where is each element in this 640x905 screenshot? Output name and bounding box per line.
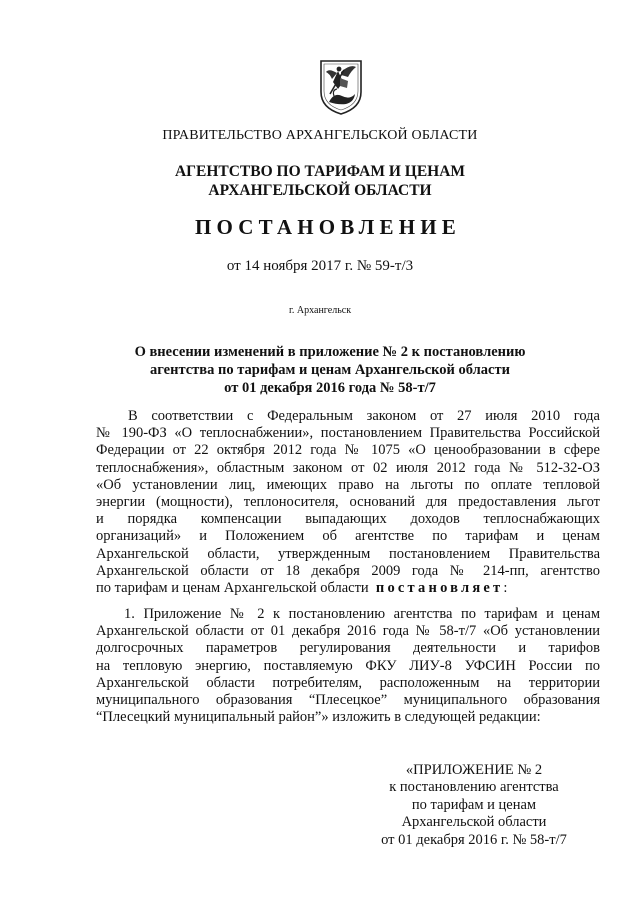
document-date-number: от 14 ноября 2017 г. № 59-т/3 <box>226 258 414 274</box>
text-line: В соответствии с Федеральным законом от 27 июля 2010 года <box>128 408 600 424</box>
agency-name <box>0 162 640 200</box>
text-line: “Плесецкий муниципальный район”» изложить в следующей редакции: <box>96 709 541 726</box>
text-line: и порядка компенсации выпадающих доходов теплоснабжающих <box>96 511 600 528</box>
text-line: Архангельской области потребителям, расположенным на территории <box>96 674 600 691</box>
document-type: ПОСТАНОВЛЕНИЕ <box>194 215 462 239</box>
text-line: № 190-ФЗ «О теплоснабжении», постановлением Правительства Российской <box>96 425 600 442</box>
text-line: 1. Приложение № 2 к постановлению агентства по тарифам и ценам <box>124 606 600 622</box>
appendix-line: от 01 декабря 2016 г. № 58-т/7 <box>381 831 567 848</box>
text-line: Архангельской области от 01 декабря 2016 года № 58-т/7 «Об установлении <box>96 623 600 640</box>
text-line: «Об установлении лиц, имеющих право на льготы по оплате тепловой <box>96 476 600 493</box>
coat-of-arms-icon <box>318 58 364 116</box>
resolves-keyword: постановляет <box>375 580 504 597</box>
subject-line: от 01 декабря 2016 года № 58-т/7 <box>224 380 436 396</box>
text-fragment: по тарифам и ценам Архангельской области <box>96 580 369 597</box>
text-line: долгосрочных параметров регулирования деятельности и тарифов <box>96 640 600 657</box>
clause-1-paragraph <box>96 606 600 726</box>
appendix-line: к постановлению агентства <box>389 779 559 796</box>
appendix-line: Архангельской области <box>401 814 547 831</box>
document-subject <box>0 343 640 397</box>
text-line: Архангельской области, утвержденным постановлением Правительства <box>96 545 600 562</box>
text-line: на тепловую энергию, поставляемую ФКУ ЛИУ-8 УФСИН России по <box>96 657 600 674</box>
colon: : <box>503 580 508 597</box>
text-line <box>96 580 600 597</box>
text-line: энергии (мощности), теплоносителя, оснований для предоставления льгот <box>96 494 600 511</box>
text-line: Федерации от 22 октября 2012 года № 1075 «О ценообразовании в сфере <box>96 442 600 459</box>
subject-line: О внесении изменений в приложение № 2 к постановлению <box>134 344 526 360</box>
government-name: ПРАВИТЕЛЬСТВО АРХАНГЕЛЬСКОЙ ОБЛАСТИ <box>162 128 478 143</box>
text-line: теплоснабжения», областным законом от 02 июля 2012 года № 512-32-ОЗ <box>96 459 600 476</box>
subject-line: агентства по тарифам и ценам Архангельской области <box>150 362 510 378</box>
appendix-line: по тарифам и ценам <box>411 796 537 813</box>
appendix-line: «ПРИЛОЖЕНИЕ № 2 <box>405 762 543 778</box>
text-line: организаций» и Положением об агентстве по тарифам и ценам <box>96 528 600 545</box>
text-line: Архангельской области от 18 декабря 2009 года № 214-пп, агентство <box>96 562 600 579</box>
preamble-paragraph <box>96 408 600 597</box>
appendix-header <box>360 762 588 849</box>
document-city: г. Архангельск <box>288 305 352 316</box>
agency-name-line: АРХАНГЕЛЬСКОЙ ОБЛАСТИ <box>208 182 432 199</box>
text-line: муниципального образования “Плесецкое” муниципального образования <box>96 692 600 709</box>
agency-name-line: АГЕНТСТВО ПО ТАРИФАМ И ЦЕНАМ <box>174 163 466 180</box>
